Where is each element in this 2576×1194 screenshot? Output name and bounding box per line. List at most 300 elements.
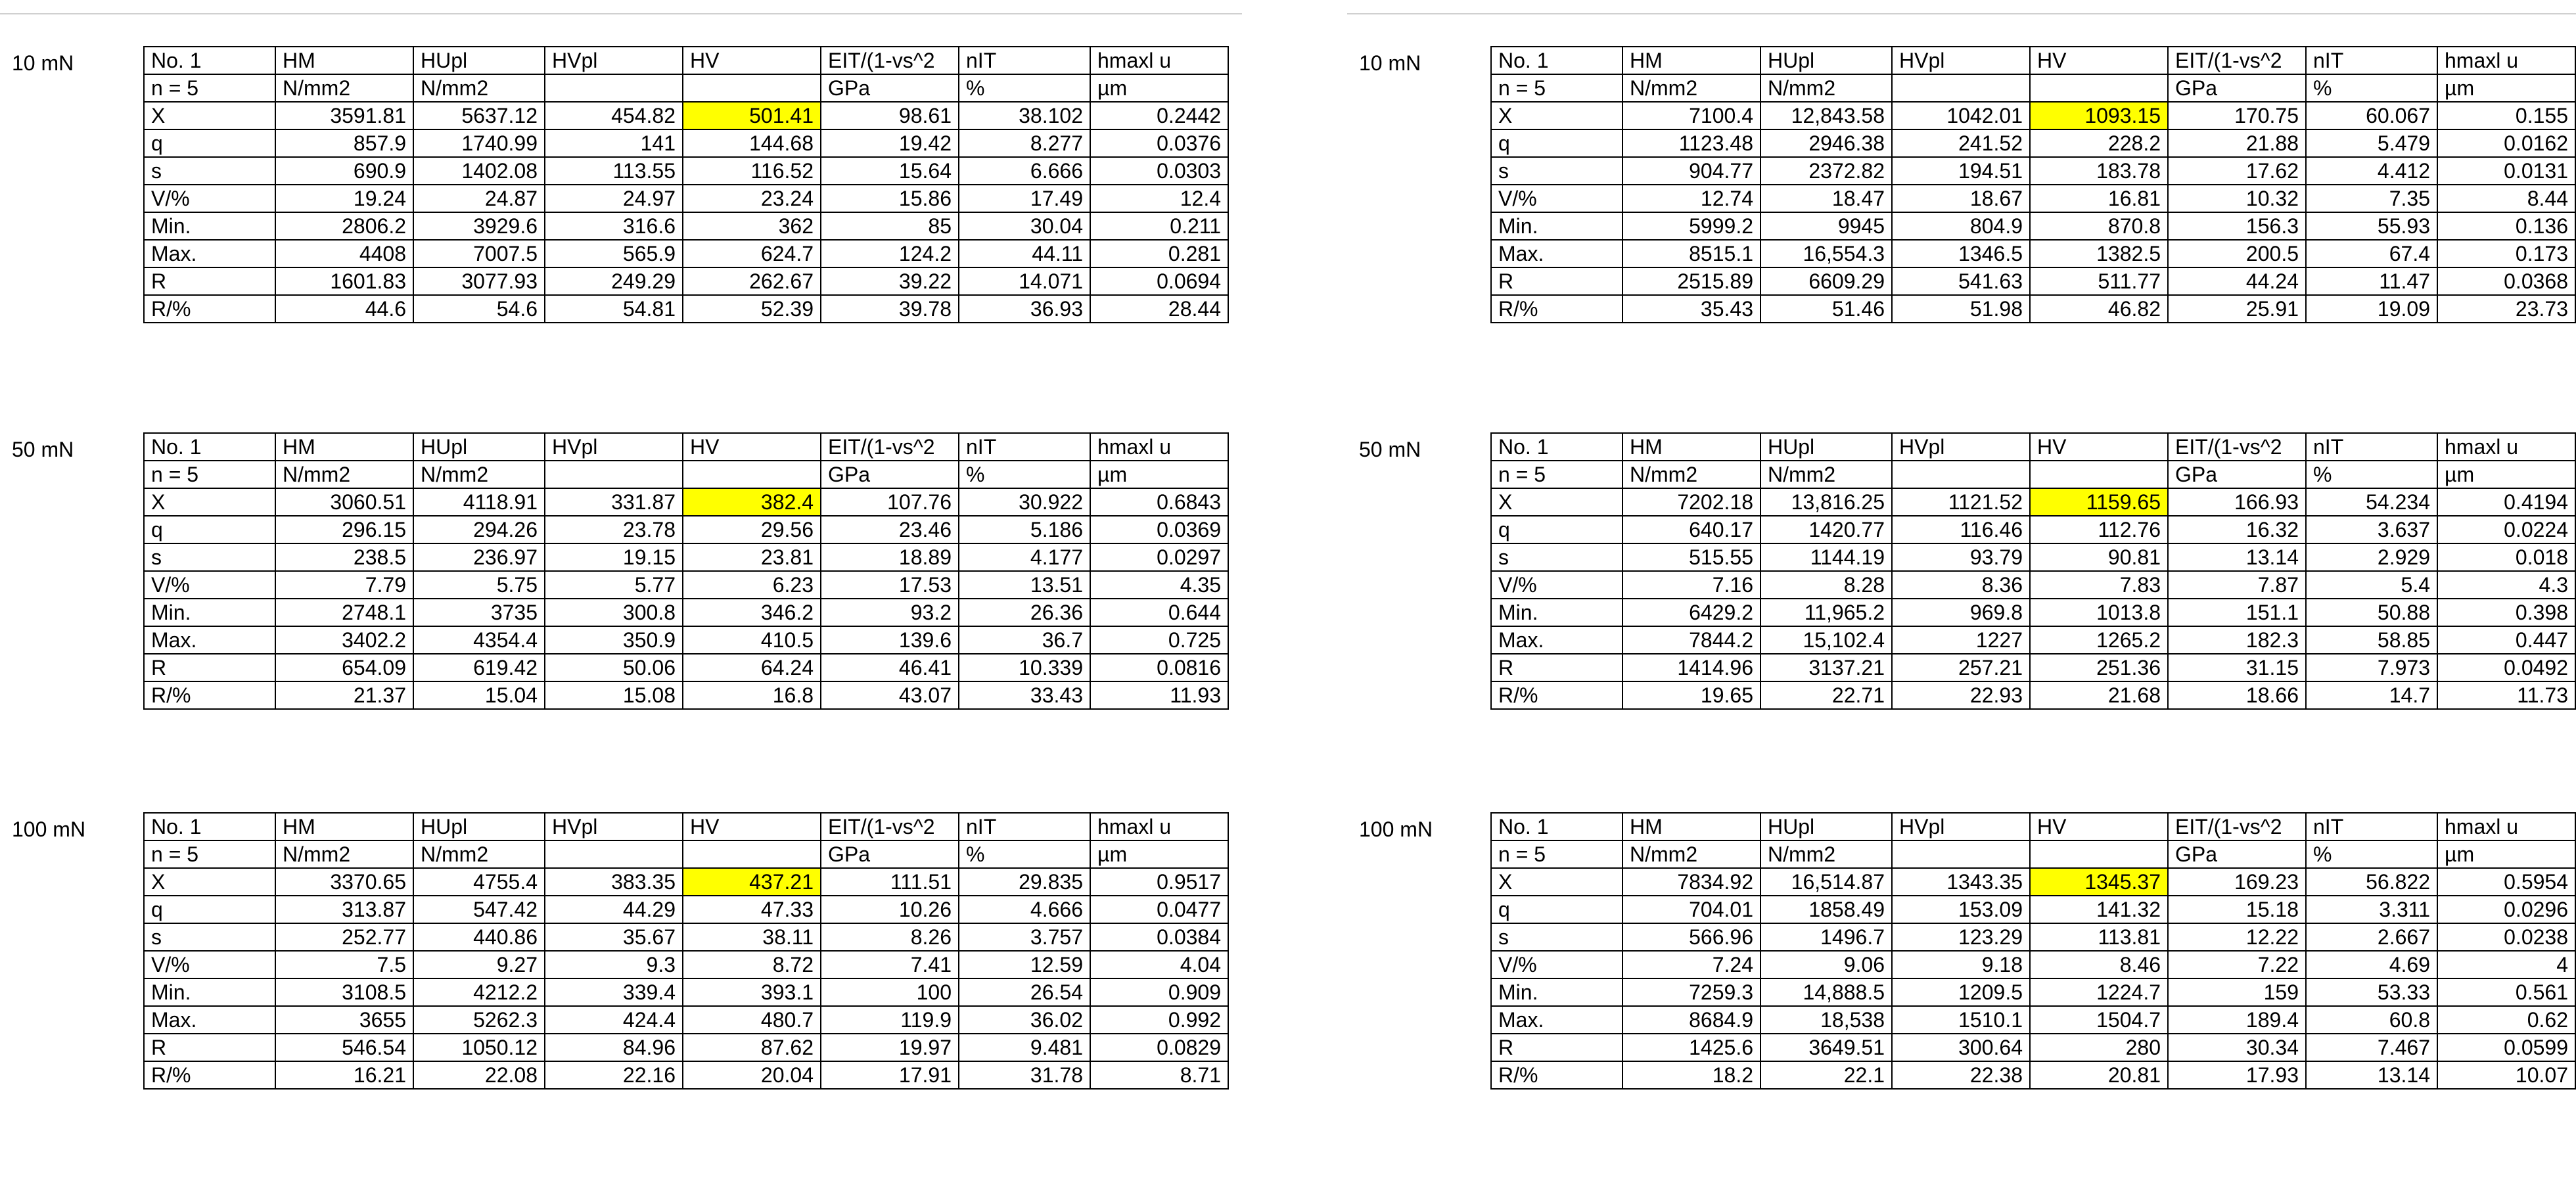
header-cell[interactable]: HV [683,433,821,461]
value-cell[interactable]: 383.35 [545,868,683,896]
value-cell[interactable]: 294.26 [413,516,545,543]
value-cell[interactable]: 3591.81 [275,102,413,129]
value-cell[interactable]: 18,538 [1760,1006,1892,1034]
value-cell[interactable]: 25.91 [2168,295,2306,323]
value-cell[interactable]: 424.4 [545,1006,683,1034]
value-cell[interactable]: 4.69 [2306,951,2437,978]
value-cell[interactable]: 22.71 [1760,681,1892,709]
value-cell[interactable]: 1425.6 [1622,1034,1760,1061]
value-cell[interactable]: 7844.2 [1622,626,1760,654]
value-cell[interactable]: 47.33 [683,896,821,923]
row-label-cell[interactable]: R [144,267,275,295]
value-cell[interactable]: 0.281 [1090,240,1228,267]
value-cell[interactable]: 21.37 [275,681,413,709]
unit-cell[interactable]: n = 5 [1491,461,1622,488]
value-cell[interactable]: 4.3 [2437,571,2575,599]
value-cell[interactable]: 18.67 [1892,185,2030,212]
value-cell[interactable]: 5.75 [413,571,545,599]
value-cell[interactable]: 113.81 [2030,923,2168,951]
row-label-cell[interactable]: s [1491,543,1622,571]
value-cell[interactable]: 511.77 [2030,267,2168,295]
value-cell[interactable]: 58.85 [2306,626,2437,654]
value-cell[interactable]: 36.7 [959,626,1090,654]
row-label-cell[interactable]: Min. [1491,599,1622,626]
value-cell[interactable]: 12.59 [959,951,1090,978]
value-cell[interactable]: 19.97 [821,1034,959,1061]
unit-cell[interactable]: N/mm2 [1760,461,1892,488]
value-cell[interactable]: 362 [683,212,821,240]
value-cell[interactable]: 124.2 [821,240,959,267]
value-cell[interactable]: 9.3 [545,951,683,978]
value-cell[interactable]: 296.15 [275,516,413,543]
value-cell[interactable]: 19.42 [821,129,959,157]
value-cell[interactable]: 39.22 [821,267,959,295]
row-label-cell[interactable]: R/% [144,681,275,709]
value-cell[interactable]: 84.96 [545,1034,683,1061]
unit-cell[interactable] [2030,461,2168,488]
value-cell[interactable]: 313.87 [275,896,413,923]
value-cell[interactable]: 5637.12 [413,102,545,129]
row-label-cell[interactable]: Max. [144,1006,275,1034]
unit-cell[interactable]: µm [1090,461,1228,488]
value-cell[interactable]: 4212.2 [413,978,545,1006]
value-cell[interactable]: 0.136 [2437,212,2575,240]
value-cell[interactable]: 0.0224 [2437,516,2575,543]
unit-cell[interactable]: N/mm2 [275,840,413,868]
value-cell[interactable]: 1858.49 [1760,896,1892,923]
value-cell[interactable]: 15,102.4 [1760,626,1892,654]
header-cell[interactable]: No. 1 [1491,813,1622,840]
value-cell[interactable]: 870.8 [2030,212,2168,240]
value-cell[interactable]: 346.2 [683,599,821,626]
value-cell[interactable]: 7007.5 [413,240,545,267]
value-cell[interactable]: 1265.2 [2030,626,2168,654]
row-label-cell[interactable]: Min. [144,978,275,1006]
value-cell[interactable]: 0.992 [1090,1006,1228,1034]
row-label-cell[interactable]: s [144,543,275,571]
value-cell[interactable]: 1013.8 [2030,599,2168,626]
value-cell[interactable]: 0.211 [1090,212,1228,240]
value-cell[interactable]: 8515.1 [1622,240,1760,267]
value-cell[interactable]: 0.398 [2437,599,2575,626]
value-cell[interactable]: 116.52 [683,157,821,185]
value-cell[interactable]: 0.0303 [1090,157,1228,185]
value-cell[interactable]: 515.55 [1622,543,1760,571]
value-cell[interactable]: 17.62 [2168,157,2306,185]
row-label-cell[interactable]: V/% [144,571,275,599]
row-label-cell[interactable]: Max. [1491,240,1622,267]
value-cell[interactable]: 3077.93 [413,267,545,295]
value-cell[interactable]: 112.76 [2030,516,2168,543]
value-cell[interactable]: 690.9 [275,157,413,185]
value-cell[interactable]: 60.067 [2306,102,2437,129]
value-cell[interactable]: 169.23 [2168,868,2306,896]
value-cell[interactable]: 12,843.58 [1760,102,1892,129]
value-cell[interactable]: 3370.65 [275,868,413,896]
value-cell[interactable]: 1740.99 [413,129,545,157]
value-cell[interactable]: 7.87 [2168,571,2306,599]
value-cell[interactable]: 8.46 [2030,951,2168,978]
value-cell[interactable]: 111.51 [821,868,959,896]
header-cell[interactable]: HM [1622,433,1760,461]
unit-cell[interactable] [2030,74,2168,102]
value-cell[interactable]: 23.81 [683,543,821,571]
value-cell[interactable]: 0.0162 [2437,129,2575,157]
unit-cell[interactable] [683,74,821,102]
unit-cell[interactable] [545,74,683,102]
value-cell[interactable]: 1414.96 [1622,654,1760,681]
value-cell[interactable]: 119.9 [821,1006,959,1034]
value-cell[interactable]: 1343.35 [1892,868,2030,896]
value-cell[interactable]: 151.1 [2168,599,2306,626]
value-cell[interactable]: 480.7 [683,1006,821,1034]
value-cell[interactable]: 7.79 [275,571,413,599]
value-cell[interactable]: 21.68 [2030,681,2168,709]
row-label-cell[interactable]: R/% [1491,1061,1622,1089]
value-cell[interactable]: 43.07 [821,681,959,709]
value-cell[interactable]: 38.11 [683,923,821,951]
value-cell[interactable]: 619.42 [413,654,545,681]
unit-cell[interactable]: % [2306,840,2437,868]
value-cell[interactable]: 50.06 [545,654,683,681]
row-label-cell[interactable]: q [144,896,275,923]
value-cell[interactable]: 30.922 [959,488,1090,516]
row-label-cell[interactable]: R [1491,1034,1622,1061]
value-cell[interactable]: 16.8 [683,681,821,709]
unit-cell[interactable]: % [2306,74,2437,102]
value-cell[interactable]: 18.89 [821,543,959,571]
header-cell[interactable]: HUpl [1760,433,1892,461]
unit-cell[interactable] [1892,840,2030,868]
unit-cell[interactable]: µm [1090,840,1228,868]
value-cell[interactable]: 36.93 [959,295,1090,323]
value-cell[interactable]: 624.7 [683,240,821,267]
value-cell[interactable]: 9.06 [1760,951,1892,978]
value-cell[interactable]: 4354.4 [413,626,545,654]
value-cell[interactable]: 2372.82 [1760,157,1892,185]
value-cell[interactable]: 23.73 [2437,295,2575,323]
value-cell[interactable]: 100 [821,978,959,1006]
value-cell[interactable]: 0.909 [1090,978,1228,1006]
value-cell[interactable]: 300.8 [545,599,683,626]
value-cell[interactable]: 24.97 [545,185,683,212]
value-cell[interactable]: 2946.38 [1760,129,1892,157]
value-cell[interactable]: 0.5954 [2437,868,2575,896]
header-cell[interactable]: EIT/(1-vs^2 [2168,813,2306,840]
header-cell[interactable]: nIT [959,47,1090,74]
value-cell[interactable]: 90.81 [2030,543,2168,571]
row-label-cell[interactable]: V/% [1491,571,1622,599]
value-cell[interactable]: 116.46 [1892,516,2030,543]
header-cell[interactable]: nIT [959,433,1090,461]
value-cell[interactable]: 16.32 [2168,516,2306,543]
value-cell[interactable]: 9.481 [959,1034,1090,1061]
value-cell[interactable]: 12.22 [2168,923,2306,951]
unit-cell[interactable] [1892,74,2030,102]
value-cell[interactable]: 904.77 [1622,157,1760,185]
value-cell[interactable]: 156.3 [2168,212,2306,240]
value-cell[interactable]: 13.51 [959,571,1090,599]
unit-cell[interactable]: N/mm2 [1622,74,1760,102]
value-cell[interactable]: 23.46 [821,516,959,543]
value-cell[interactable]: 17.53 [821,571,959,599]
value-cell[interactable]: 350.9 [545,626,683,654]
row-label-cell[interactable]: R [1491,267,1622,295]
row-label-cell[interactable]: Max. [1491,1006,1622,1034]
unit-cell[interactable]: N/mm2 [275,74,413,102]
value-cell[interactable]: 194.51 [1892,157,2030,185]
value-cell[interactable]: 13,816.25 [1760,488,1892,516]
header-cell[interactable]: HVpl [545,813,683,840]
value-cell[interactable]: 6609.29 [1760,267,1892,295]
row-label-cell[interactable]: V/% [1491,185,1622,212]
value-cell[interactable]: 2515.89 [1622,267,1760,295]
header-cell[interactable]: HVpl [545,433,683,461]
value-cell[interactable]: 251.36 [2030,654,2168,681]
unit-cell[interactable]: µm [2437,461,2575,488]
value-cell[interactable]: 30.04 [959,212,1090,240]
value-cell[interactable]: 9.18 [1892,951,2030,978]
value-cell[interactable]: 85 [821,212,959,240]
value-cell[interactable]: 280 [2030,1034,2168,1061]
unit-cell[interactable]: n = 5 [144,461,275,488]
value-cell[interactable]: 857.9 [275,129,413,157]
value-cell[interactable]: 238.5 [275,543,413,571]
value-cell[interactable]: 22.93 [1892,681,2030,709]
row-label-cell[interactable]: X [1491,488,1622,516]
value-cell[interactable]: 12.4 [1090,185,1228,212]
value-cell[interactable]: 141.32 [2030,896,2168,923]
value-cell[interactable]: 0.0599 [2437,1034,2575,1061]
value-cell[interactable]: 51.98 [1892,295,2030,323]
row-label-cell[interactable]: Min. [144,212,275,240]
value-cell[interactable]: 44.6 [275,295,413,323]
value-cell[interactable]: 7.35 [2306,185,2437,212]
unit-cell[interactable]: GPa [821,840,959,868]
value-cell[interactable]: 31.15 [2168,654,2306,681]
highlighted-hv-cell[interactable]: 382.4 [683,488,821,516]
value-cell[interactable]: 0.0816 [1090,654,1228,681]
value-cell[interactable]: 7.467 [2306,1034,2437,1061]
value-cell[interactable]: 0.4194 [2437,488,2575,516]
header-cell[interactable]: HVpl [1892,433,2030,461]
value-cell[interactable]: 11,965.2 [1760,599,1892,626]
unit-cell[interactable]: % [959,461,1090,488]
row-label-cell[interactable]: Min. [144,599,275,626]
value-cell[interactable]: 547.42 [413,896,545,923]
value-cell[interactable]: 4.412 [2306,157,2437,185]
value-cell[interactable]: 23.78 [545,516,683,543]
value-cell[interactable]: 7.16 [1622,571,1760,599]
value-cell[interactable]: 19.15 [545,543,683,571]
value-cell[interactable]: 331.87 [545,488,683,516]
value-cell[interactable]: 8.28 [1760,571,1892,599]
value-cell[interactable]: 6429.2 [1622,599,1760,626]
value-cell[interactable]: 4 [2437,951,2575,978]
row-label-cell[interactable]: V/% [144,185,275,212]
header-cell[interactable]: HM [275,47,413,74]
value-cell[interactable]: 26.36 [959,599,1090,626]
value-cell[interactable]: 8.71 [1090,1061,1228,1089]
value-cell[interactable]: 0.2442 [1090,102,1228,129]
header-cell[interactable]: hmaxl u [1090,433,1228,461]
header-cell[interactable]: HVpl [545,47,683,74]
value-cell[interactable]: 2806.2 [275,212,413,240]
value-cell[interactable]: 87.62 [683,1034,821,1061]
value-cell[interactable]: 339.4 [545,978,683,1006]
value-cell[interactable]: 26.54 [959,978,1090,1006]
unit-cell[interactable]: GPa [821,74,959,102]
value-cell[interactable]: 4755.4 [413,868,545,896]
value-cell[interactable]: 14,888.5 [1760,978,1892,1006]
unit-cell[interactable] [545,840,683,868]
highlighted-hv-cell[interactable]: 437.21 [683,868,821,896]
unit-cell[interactable]: N/mm2 [275,461,413,488]
unit-cell[interactable]: GPa [2168,461,2306,488]
value-cell[interactable]: 20.81 [2030,1061,2168,1089]
header-cell[interactable]: HV [683,813,821,840]
header-cell[interactable]: HV [2030,47,2168,74]
unit-cell[interactable] [1892,461,2030,488]
value-cell[interactable]: 14.071 [959,267,1090,295]
value-cell[interactable]: 5999.2 [1622,212,1760,240]
value-cell[interactable]: 50.88 [2306,599,2437,626]
value-cell[interactable]: 8.72 [683,951,821,978]
value-cell[interactable]: 241.52 [1892,129,2030,157]
highlighted-hv-cell[interactable]: 1159.65 [2030,488,2168,516]
value-cell[interactable]: 252.77 [275,923,413,951]
value-cell[interactable]: 22.1 [1760,1061,1892,1089]
value-cell[interactable]: 4118.91 [413,488,545,516]
value-cell[interactable]: 0.0694 [1090,267,1228,295]
value-cell[interactable]: 0.0368 [2437,267,2575,295]
value-cell[interactable]: 39.78 [821,295,959,323]
header-cell[interactable]: HV [683,47,821,74]
header-cell[interactable]: HUpl [1760,813,1892,840]
value-cell[interactable]: 19.09 [2306,295,2437,323]
value-cell[interactable]: 1420.77 [1760,516,1892,543]
value-cell[interactable]: 11.93 [1090,681,1228,709]
value-cell[interactable]: 454.82 [545,102,683,129]
value-cell[interactable]: 8.277 [959,129,1090,157]
value-cell[interactable]: 28.44 [1090,295,1228,323]
value-cell[interactable]: 44.11 [959,240,1090,267]
header-cell[interactable]: HM [275,433,413,461]
value-cell[interactable]: 410.5 [683,626,821,654]
header-cell[interactable]: No. 1 [144,813,275,840]
value-cell[interactable]: 1402.08 [413,157,545,185]
value-cell[interactable]: 8.44 [2437,185,2575,212]
header-cell[interactable]: hmaxl u [1090,813,1228,840]
row-label-cell[interactable]: Max. [144,626,275,654]
header-cell[interactable]: EIT/(1-vs^2 [2168,47,2306,74]
value-cell[interactable]: 5.186 [959,516,1090,543]
value-cell[interactable]: 54.81 [545,295,683,323]
load-label[interactable]: 10 mN [12,51,74,75]
value-cell[interactable]: 22.08 [413,1061,545,1089]
unit-cell[interactable] [683,840,821,868]
highlighted-hv-cell[interactable]: 1345.37 [2030,868,2168,896]
value-cell[interactable]: 7.973 [2306,654,2437,681]
value-cell[interactable]: 35.43 [1622,295,1760,323]
row-label-cell[interactable]: q [1491,516,1622,543]
header-cell[interactable]: HM [1622,813,1760,840]
unit-cell[interactable]: µm [2437,840,2575,868]
header-cell[interactable]: HUpl [413,433,545,461]
value-cell[interactable]: 200.5 [2168,240,2306,267]
value-cell[interactable]: 4.177 [959,543,1090,571]
value-cell[interactable]: 153.09 [1892,896,2030,923]
value-cell[interactable]: 7.22 [2168,951,2306,978]
unit-cell[interactable]: % [959,840,1090,868]
value-cell[interactable]: 1121.52 [1892,488,2030,516]
unit-cell[interactable]: N/mm2 [413,840,545,868]
value-cell[interactable]: 54.6 [413,295,545,323]
unit-cell[interactable]: µm [1090,74,1228,102]
value-cell[interactable]: 182.3 [2168,626,2306,654]
value-cell[interactable]: 36.02 [959,1006,1090,1034]
row-label-cell[interactable]: X [144,102,275,129]
value-cell[interactable]: 566.96 [1622,923,1760,951]
value-cell[interactable]: 228.2 [2030,129,2168,157]
value-cell[interactable]: 969.8 [1892,599,2030,626]
value-cell[interactable]: 1504.7 [2030,1006,2168,1034]
unit-cell[interactable]: N/mm2 [413,74,545,102]
value-cell[interactable]: 15.18 [2168,896,2306,923]
value-cell[interactable]: 249.29 [545,267,683,295]
header-cell[interactable]: HUpl [413,47,545,74]
highlighted-hv-cell[interactable]: 501.41 [683,102,821,129]
value-cell[interactable]: 7.83 [2030,571,2168,599]
row-label-cell[interactable]: X [1491,102,1622,129]
header-cell[interactable]: EIT/(1-vs^2 [821,433,959,461]
value-cell[interactable]: 7100.4 [1622,102,1760,129]
value-cell[interactable]: 0.0384 [1090,923,1228,951]
unit-cell[interactable]: N/mm2 [1622,461,1760,488]
value-cell[interactable]: 29.835 [959,868,1090,896]
row-label-cell[interactable]: s [144,923,275,951]
value-cell[interactable]: 183.78 [2030,157,2168,185]
unit-cell[interactable]: N/mm2 [1760,840,1892,868]
value-cell[interactable]: 236.97 [413,543,545,571]
value-cell[interactable]: 31.78 [959,1061,1090,1089]
row-label-cell[interactable]: X [144,488,275,516]
header-cell[interactable]: HUpl [413,813,545,840]
unit-cell[interactable] [545,461,683,488]
row-label-cell[interactable]: R [144,654,275,681]
header-cell[interactable]: hmaxl u [1090,47,1228,74]
header-cell[interactable]: HV [2030,813,2168,840]
header-cell[interactable]: HV [2030,433,2168,461]
value-cell[interactable]: 7834.92 [1622,868,1760,896]
header-cell[interactable]: No. 1 [1491,433,1622,461]
value-cell[interactable]: 54.234 [2306,488,2437,516]
value-cell[interactable]: 19.24 [275,185,413,212]
load-label[interactable]: 100 mN [12,817,86,841]
value-cell[interactable]: 67.4 [2306,240,2437,267]
value-cell[interactable]: 262.67 [683,267,821,295]
value-cell[interactable]: 2748.1 [275,599,413,626]
row-label-cell[interactable]: R [144,1034,275,1061]
value-cell[interactable]: 11.73 [2437,681,2575,709]
value-cell[interactable]: 1346.5 [1892,240,2030,267]
value-cell[interactable]: 316.6 [545,212,683,240]
value-cell[interactable]: 0.155 [2437,102,2575,129]
value-cell[interactable]: 17.93 [2168,1061,2306,1089]
value-cell[interactable]: 3735 [413,599,545,626]
value-cell[interactable]: 144.68 [683,129,821,157]
value-cell[interactable]: 4.666 [959,896,1090,923]
